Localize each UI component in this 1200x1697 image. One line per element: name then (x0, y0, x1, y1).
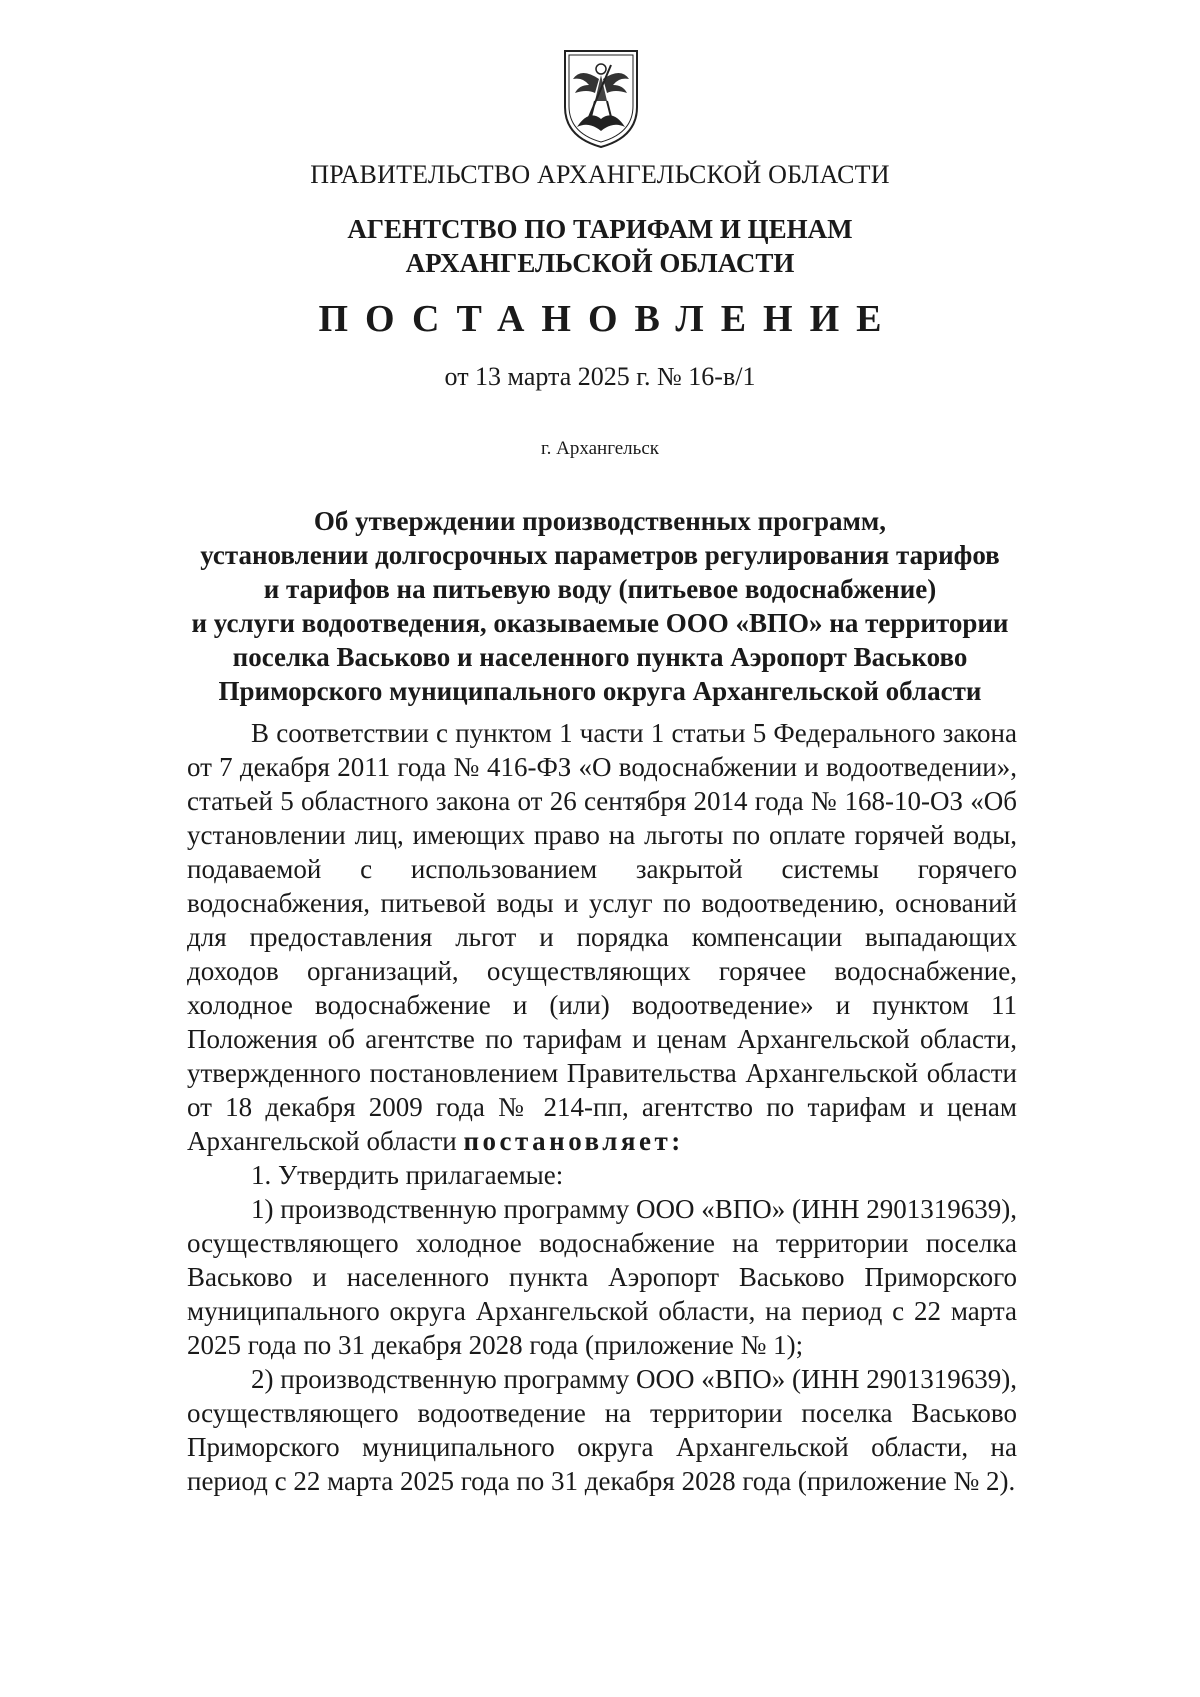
title-line-6: Приморского муниципального округа Архангельской области (218, 676, 982, 706)
government-name: ПРАВИТЕЛЬСТВО АРХАНГЕЛЬСКОЙ ОБЛАСТИ (310, 160, 890, 189)
item-1-2: 2) производственную программу ООО «ВПО» (ИНН 2901319639), осуществляющего водоотведение на территории поселка Васьково Приморского муниципального округа Архангельской области, на период с 22 марта 2025 года по 31 декабря 2028 года (приложение № 2). (187, 1364, 1017, 1496)
item-1: 1. Утвердить прилагаемые: (251, 1160, 564, 1190)
document-title (0, 504, 1200, 708)
preamble-text: В соответствии с пунктом 1 части 1 статьи 5 Федерального закона от 7 декабря 2011 года № 416-ФЗ «О водоснабжении и водоотведении», статьей 5 областного закона от 26 сентября 2014 года № 168-10-ОЗ «Об установлении лиц, имеющих право на льготы по оплате горячей воды, подаваемой с использованием закрытой системы горячего водоснабжения, питьевой воды и услуг по водоотведению, оснований для предоставления льгот и порядка компенсации выпадающих доходов организаций, осуществляющих горячее водоснабжение, холодное водоснабжение и (или) водоотведение» и пунктом 11 Положения об агентстве по тарифам и ценам Архангельской области, утвержденного постановлением Правительства Архангельской области от 18 декабря 2009 года № 214-пп, агентство по тарифам и ценам Архангельской области (187, 718, 1017, 1156)
document-body (187, 716, 1017, 1498)
title-line-2: установлении долгосрочных параметров регулирования тарифов (200, 540, 1000, 570)
agency-name-line-1: АГЕНТСТВО ПО ТАРИФАМ И ЦЕНАМ (347, 214, 853, 244)
agency-name-line-2: АРХАНГЕЛЬСКОЙ ОБЛАСТИ (405, 248, 795, 278)
document-date-number: от 13 марта 2025 г. № 16-в/1 (444, 362, 756, 391)
coat-of-arms-icon (555, 45, 647, 151)
document-type: ПОСТАНОВЛЕНИЕ (318, 298, 899, 340)
title-line-3: и тарифов на питьевую воду (питьевое водоснабжение) (263, 574, 937, 604)
title-line-5: поселка Васьково и населенного пункта Аэропорт Васьково (232, 642, 968, 672)
title-line-1: Об утверждении производственных программ, (313, 506, 887, 536)
document-city: г. Архангельск (540, 438, 659, 459)
item-1-1: 1) производственную программу ООО «ВПО» (ИНН 2901319639), осуществляющего холодное водоснабжение на территории поселка Васьково и населенного пункта Аэропорт Васьково Приморского муниципального округа Архангельской области, на период с 22 марта 2025 года по 31 декабря 2028 года (приложение № 1); (187, 1194, 1017, 1360)
preamble-paragraph (187, 716, 1017, 1158)
agency-name (0, 212, 1200, 280)
operative-word: постановляет: (463, 1126, 684, 1156)
title-line-4: и услуги водоотведения, оказываемые ООО «ВПО» на территории (191, 608, 1009, 638)
